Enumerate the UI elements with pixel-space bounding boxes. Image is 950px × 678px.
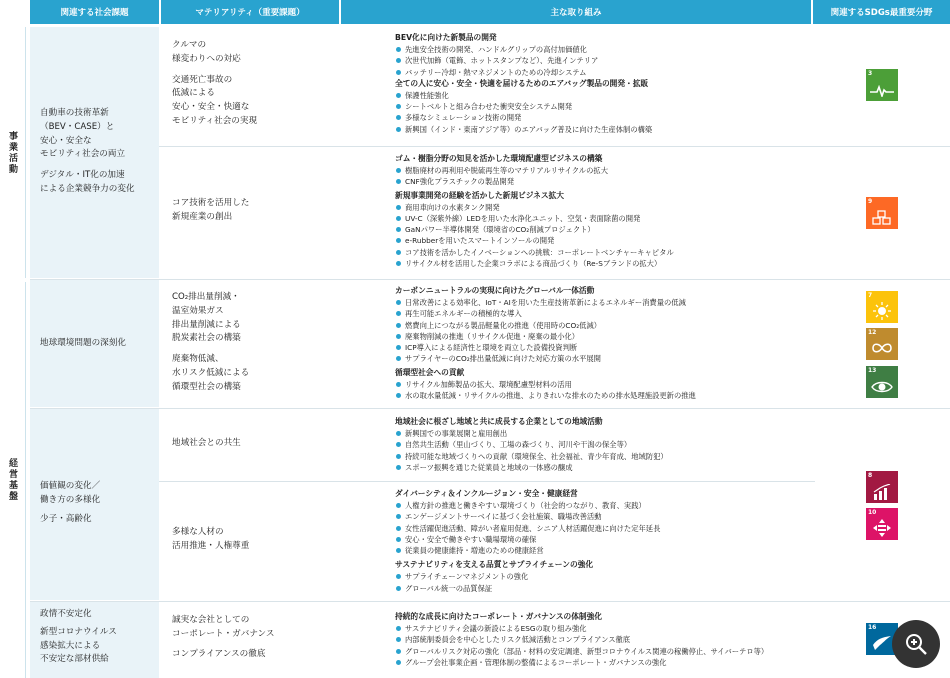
list-item: サプライヤーのCO₂排出量低減に向けた対応方策の水平展開 (395, 353, 820, 364)
list-item: 樹脂廃材の再利用や脱硫再生等のマテリアルリサイクルの拡大 (395, 165, 820, 176)
materiality-governance (159, 614, 395, 661)
text-line: コア技術を活用した (172, 198, 250, 208)
materiality-new-industry (159, 197, 395, 225)
text-line: 安心・安全な (40, 135, 92, 146)
initiatives-block-3 (395, 285, 820, 401)
zoom-in-icon (904, 632, 928, 656)
text-line: 新規産業の創出 (172, 211, 233, 222)
initiative-title: 地域社会に根ざし地域と共に成長する企業としての地域活動 (395, 417, 603, 426)
list-item: リサイクル加飾製品の拡大、環境配慮型材料の活用 (395, 379, 820, 390)
text-line: 水リスク低減による (172, 367, 250, 378)
text-line: 循環型社会の構築 (172, 381, 241, 392)
list-item: 先進安全技術の開発、ハンドルグリップの高付加価値化 (395, 44, 820, 55)
sun-icon (873, 302, 891, 320)
dove-icon (871, 635, 893, 651)
list-item: 再生可能エネルギーの積極的な導入 (395, 308, 820, 319)
list-item: グローバルリスク対応の強化（部品・材料の安定調達、新型コロナウイルス関連の稼働停止、サイバーテロ等） (395, 646, 820, 657)
text-line: モビリティ社会の両立 (40, 149, 126, 160)
sidebar-business (0, 27, 26, 278)
text-line: 9 (868, 198, 873, 205)
text-line: 8 (868, 472, 873, 479)
cubes-icon (872, 210, 892, 226)
text-line: 価値観の変化／ (40, 481, 101, 491)
text-line: クルマの (172, 40, 207, 50)
text-line: による企業競争力の変化 (40, 183, 135, 194)
sidebar-foundation-label: 経営基盤 (7, 458, 17, 502)
sdg-12-badge (866, 328, 898, 360)
zoom-button[interactable] (892, 620, 940, 668)
list-item: スポーツ振興を通じた従業員と地域の一体感の醸成 (395, 462, 820, 473)
list-item: コア技術を活かしたイノベーションへの挑戦：コーポレートベンチャーキャピタル (395, 247, 820, 258)
text-line: 16 (868, 624, 877, 631)
equality-icon (873, 519, 891, 537)
text-line: デジタル・IT化の加速 (40, 170, 125, 180)
list-item: シートベルトと組み合わせた衝突安全システム開発 (395, 101, 820, 112)
materiality-decarbon (159, 291, 395, 394)
social-text: 少子・高齢化 (40, 513, 92, 524)
materiality-community (159, 437, 395, 451)
list-item: サステナビリティ会議の新設によるESGの取り組み強化 (395, 623, 820, 634)
header-materiality: マテリアリティ（重要課題） (161, 0, 339, 24)
text-line: 多様な人材の (172, 527, 224, 537)
text-line: 地域社会との共生 (172, 438, 241, 448)
initiatives-block-6 (395, 611, 820, 668)
initiatives-block-4 (395, 416, 820, 473)
text-line: 安心・安全・快適な (172, 102, 250, 112)
text-line: 12 (868, 329, 877, 336)
text-line: 働き方の多様化 (40, 494, 101, 505)
list-item: グローバル統一の品質保証 (395, 583, 820, 594)
initiative-title: BEV化に向けた新製品の開発 (395, 33, 497, 42)
text-line: コーポレート・ガバナンス (172, 628, 275, 639)
list-item: ICP導入による経済性と環境を両立した設備投資判断 (395, 342, 820, 353)
social-text (40, 480, 159, 508)
social-text: 地球環境問題の深刻化 (40, 338, 126, 348)
social-issue-4 (30, 602, 159, 678)
text-line: 自動車の技術革新 (40, 108, 109, 118)
social-issue-3 (30, 409, 159, 600)
social-text (40, 169, 159, 197)
list-item: グループ会社事業企画・管理体制の整備によるコーポレート・ガバナンスの強化 (395, 657, 820, 668)
text-line: （BEV・CASE）と (40, 121, 115, 132)
growth-chart-icon (873, 484, 891, 500)
text-line: 様変わりへの対応 (172, 53, 241, 64)
list-item: 多様なシミュレーション技術の開発 (395, 112, 820, 123)
list-item: 日常改善による効率化、IoT・AIを用いた生産技術革新によるエネルギー消費量の低減 (395, 297, 820, 308)
text-line: 感染拡大による (40, 640, 101, 651)
materiality-mobility (159, 39, 395, 129)
list-item: 持続可能な地域づくりへの貢献（環境保全、社会福祉、青少年育成、地域防犯） (395, 451, 820, 462)
social-text: 政情不安定化 (40, 609, 92, 619)
sdg-9-badge (866, 197, 898, 229)
text-line: 13 (868, 367, 877, 374)
text-line: 3 (868, 70, 873, 77)
sidebar-business-label: 事業活動 (7, 130, 17, 175)
materiality-human-resources (159, 526, 395, 554)
list-item: 廃棄物削減の推進（リサイクル促進・廃棄の最小化） (395, 331, 820, 342)
infinity-icon (871, 342, 893, 354)
text-line: 新型コロナウイルス (40, 626, 117, 637)
header-social: 関連する社会課題 (30, 0, 159, 24)
list-item: 保護性能強化 (395, 90, 820, 101)
list-item: サプライチェーンマネジメントの強化 (395, 571, 820, 582)
text-line: 交通死亡事故の (172, 74, 233, 85)
list-item: e-Rubberを用いたスマートインソールの開発 (395, 235, 820, 246)
list-item: 次世代加飾（電飾、ホットスタンプなど）、先進インテリア (395, 55, 820, 66)
list-item: 人権方針の推進と働きやすい環境づくり（社会的つながり、教育、実践） (395, 500, 820, 511)
sdg-13-badge (866, 366, 898, 398)
list-item: 内部統制委員会を中心としたリスク低減活動とコンプライアンス徹底 (395, 634, 820, 645)
initiatives-block-5 (395, 488, 820, 594)
header-sdgs: 関連するSDGs最重要分野 (813, 0, 950, 24)
list-item: 新興国での事業展開と雇用創出 (395, 428, 820, 439)
list-item: 商用車向けの水素タンク開発 (395, 202, 820, 213)
text-line: コンプライアンスの徹底 (172, 648, 266, 659)
social-text (40, 107, 159, 162)
text-line: モビリティ社会の実現 (172, 115, 258, 126)
sdg-8-badge (866, 471, 898, 503)
initiative-title: ダイバーシティ＆インクルージョン・安全・健康経営 (395, 489, 578, 498)
sdg-10-badge (866, 508, 898, 540)
text-line: 排出量削減による (172, 319, 241, 330)
text-line: 脱炭素社会の構築 (172, 333, 241, 344)
list-item: 従業員の健康維持・増進のための健康経営 (395, 545, 820, 556)
text-line: 誠実な会社としての (172, 615, 250, 625)
header-initiatives: 主な取り組み (341, 0, 811, 24)
text-line: 温室効果ガス (172, 305, 224, 316)
heartbeat-icon (870, 85, 894, 97)
sdg-7-badge (866, 291, 898, 323)
list-item: リサイクル材を活用した企業コラボによる商品づくり（Re-Sブランドの拡大） (395, 258, 820, 269)
list-item: UV-C（深紫外線）LEDを用いた水浄化ユニット、空気・表面除菌の開発 (395, 213, 820, 224)
initiative-title: 循環型社会への貢献 (395, 367, 465, 377)
text-line: 廃棄物低減、 (172, 354, 224, 364)
list-item: CNF強化プラスチックの製品開発 (395, 176, 820, 187)
text-line: 7 (868, 292, 873, 299)
initiative-title: 持続的な成長に向けたコーポレート・ガバナンスの体制強化 (395, 612, 602, 621)
social-issue-1 (30, 27, 159, 278)
text-line: 活用推進・人権尊重 (172, 540, 250, 551)
initiatives-block-2 (395, 153, 820, 269)
text-line: 不安定な部材供給 (40, 654, 109, 665)
list-item: GaNパワー半導体開発（環境省のCO₂削減プロジェクト） (395, 224, 820, 235)
text-line: CO₂排出量削減・ (172, 292, 240, 302)
list-item: 女性活躍促進活動、障がい者雇用促進、シニア人材活躍促進に向けた定年延長 (395, 523, 820, 534)
initiative-title: 全ての人に安心・安全・快適を届けるためのエアバッグ製品の開発・拡販 (395, 78, 649, 88)
sdg-3-badge (866, 69, 898, 101)
initiative-title: サステナビリティを支える品質とサプライチェーンの強化 (395, 560, 594, 570)
social-issue-2 (30, 280, 159, 407)
eye-globe-icon (871, 380, 893, 394)
social-text (40, 626, 159, 667)
initiative-title: ゴム・樹脂分野の知見を活かした環境配慮型ビジネスの構築 (395, 154, 603, 163)
list-item: 新興国（インド・東南アジア等）のエアバッグ普及に向けた生産体制の構築 (395, 124, 820, 135)
sidebar-foundation (0, 282, 26, 678)
initiative-title: カーボンニュートラルの実現に向けたグローバル一体活動 (395, 286, 595, 295)
list-item: バッテリー冷却・熱マネジメントのための冷却システム (395, 67, 820, 78)
initiatives-block-1 (395, 32, 820, 135)
initiative-title: 新規事業開発の経験を活かした新規ビジネス拡大 (395, 190, 564, 200)
list-item: 自然共生活動（里山づくり、工場の森づくり、河川や干潟の保全等） (395, 439, 820, 450)
list-item: 燃費向上につながる製品軽量化の推進（使用時のCO₂低減） (395, 320, 820, 331)
text-line: 低減による (172, 88, 215, 99)
list-item: エンゲージメントサーベイに基づく会社施策、職場改善活動 (395, 511, 820, 522)
list-item: 安心・安全で働きやすい職場環境の確保 (395, 534, 820, 545)
text-line: 10 (868, 509, 877, 516)
list-item: 水の取水量低減・リサイクルの推進、よりきれいな排水のための排水処理施設更新の推進 (395, 390, 820, 401)
